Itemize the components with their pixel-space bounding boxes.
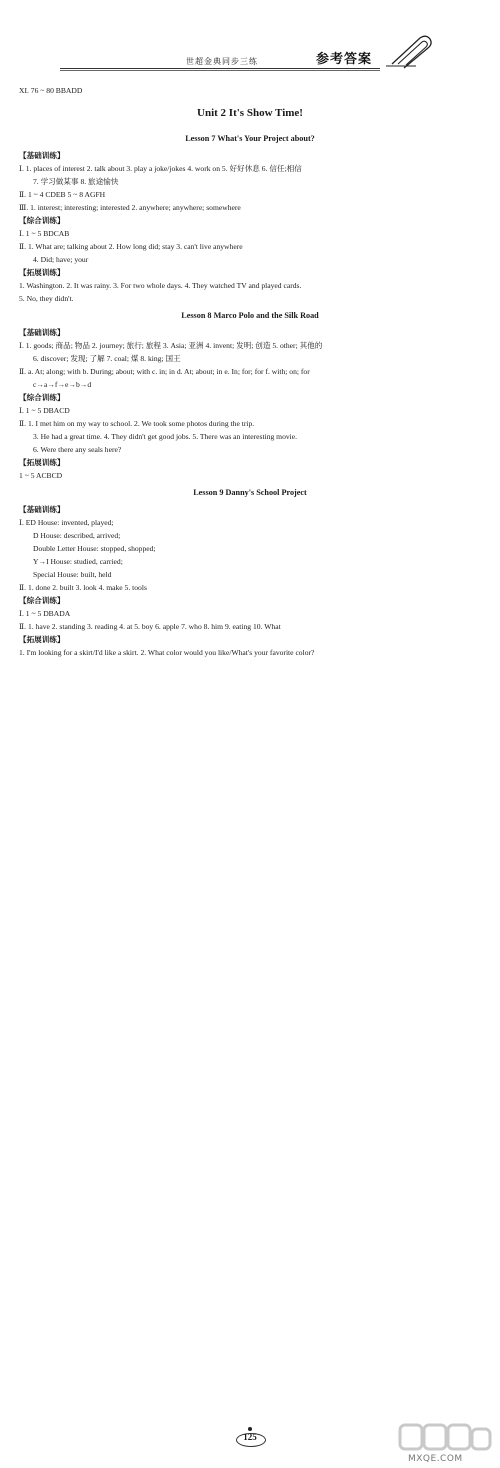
answer-line: 7. 学习做某事 8. 旅途愉快 [33,177,119,186]
answer-content [19,84,481,659]
answer-line: Ⅰ. 1. places of interest 2. talk about 3. play a joke/jokes 4. work on 5. 好好休息 6. 信任;相信 [19,164,302,173]
section-heading: 【基础训练】 [19,505,65,514]
answer-line: Ⅱ. 1. done 2. built 3. look 4. make 5. tools [19,583,147,592]
section-label: 参考答案 [316,52,373,67]
page-footer [0,713,500,1464]
answer-line: 1. Washington. 2. It was rainy. 3. For two whole days. 4. They watched TV and played cards. [19,281,302,290]
answer-line: 1 ~ 5 ACBCD [19,471,63,480]
answer-line: Double Letter House: stopped, shopped; [33,544,156,553]
header-rule-thin [60,70,380,71]
section-heading: 【综合训练】 [19,596,65,605]
section-heading: 【综合训练】 [19,216,65,225]
paperclip-icon [386,34,434,70]
answer-line: XI. 76 ~ 80 BBADD [19,86,83,95]
page-number: 125 [243,1432,257,1442]
answer-line: 6. discover; 发现; 了解 7. coal; 煤 8. king; 国王 [33,354,181,363]
answer-line: Ⅱ. a. At; along; with b. During; about; with c. in; in d. At; about; in e. In; for; for f. with; on; for [19,367,310,376]
answer-line: 3. He had a great time. 4. They didn't get good jobs. 5. There was an interesting movie. [33,432,298,441]
answer-line: Ⅰ. 1 ~ 5 DBADA [19,609,71,618]
answer-line: Ⅰ. 1 ~ 5 DBACD [19,406,70,415]
watermark-text: MXQE.COM [408,1454,463,1464]
section-heading: 【拓展训练】 [19,458,65,467]
unit-title: Unit 2 It's Show Time! [197,107,303,119]
answer-line: 4. Did; have; your [33,255,89,264]
lesson-title: Lesson 9 Danny's School Project [193,488,307,497]
series-title: 世超金典同步三练 [186,57,258,66]
answer-line: Y→I House: studied, carried; [33,557,123,566]
section-heading: 【拓展训练】 [19,635,65,644]
answer-line: Ⅰ. ED House: invented, played; [19,518,114,527]
answer-line: c→a→f→e→b→d [33,380,92,389]
answer-line: 6. Were there any seals here? [33,445,122,454]
page-number-badge [226,1427,274,1447]
page-number-dot [248,1427,252,1431]
answer-line: Ⅱ. 1 ~ 4 CDEB 5 ~ 8 AGFH [19,190,106,199]
answer-line: Ⅲ. 1. interest; interesting; interested 2. anywhere; anywhere; somewhere [19,203,241,212]
lesson-title: Lesson 8 Marco Polo and the Silk Road [181,311,319,320]
header-rule [60,68,380,69]
lesson-title: Lesson 7 What's Your Project about? [185,134,315,143]
section-heading: 【综合训练】 [19,393,65,402]
answer-line: Special House: built, held [33,570,112,579]
answer-line: 5. No, they didn't. [19,294,74,303]
section-heading: 【基础训练】 [19,328,65,337]
answer-line: Ⅱ. 1. I met him on my way to school. 2. We took some photos during the trip. [19,419,255,428]
answer-line: D House: described, arrived; [33,531,121,540]
answer-line: 1. I'm looking for a skirt/I'd like a skirt. 2. What color would you like/What's your favorite color? [19,648,315,657]
page-header [0,0,500,78]
answer-line: Ⅰ. 1. goods; 商品; 物品 2. journey; 旅行; 旅程 3. Asia; 亚洲 4. invent; 发明; 创造 5. other; 其他的 [19,341,323,350]
answer-line: Ⅱ. 1. What are; talking about 2. How long did; stay 3. can't live anywhere [19,242,243,251]
answer-line: Ⅱ. 1. have 2. standing 3. reading 4. at 5. boy 6. apple 7. who 8. him 9. eating 10. What [19,622,281,631]
answer-line: Ⅰ. 1 ~ 5 BDCAB [19,229,70,238]
section-heading: 【基础训练】 [19,151,65,160]
section-heading: 【拓展训练】 [19,268,65,277]
